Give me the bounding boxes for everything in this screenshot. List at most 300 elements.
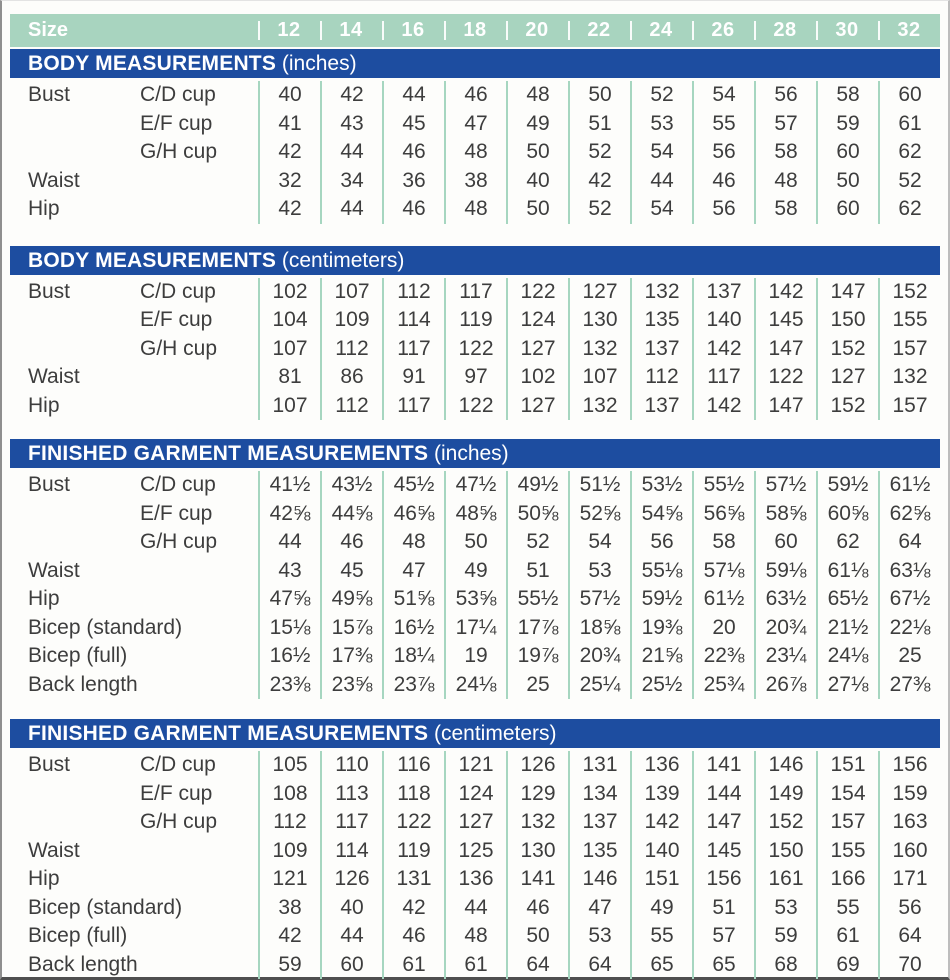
value-cell: 102 bbox=[506, 363, 568, 392]
value-cell: 22⅜ bbox=[692, 642, 754, 671]
section-title: BODY MEASUREMENTS bbox=[28, 52, 277, 75]
value-cell: 63½ bbox=[754, 585, 816, 614]
value-cell: 159 bbox=[878, 780, 940, 809]
table-row bbox=[10, 585, 940, 614]
value-cell: 127 bbox=[444, 808, 506, 837]
value-cell: 49 bbox=[630, 894, 692, 923]
value-cell: 50 bbox=[568, 81, 630, 110]
table-row bbox=[10, 167, 940, 196]
value-cell: 117 bbox=[382, 392, 444, 421]
value-cell: 150 bbox=[754, 837, 816, 866]
table-row bbox=[10, 392, 940, 421]
row-label bbox=[10, 335, 140, 364]
value-cell: 57⅛ bbox=[692, 557, 754, 586]
value-cell: 137 bbox=[692, 278, 754, 307]
row-label bbox=[10, 780, 140, 809]
value-cell: 114 bbox=[382, 306, 444, 335]
value-cell: 42 bbox=[258, 138, 320, 167]
size-column-header: 14 bbox=[320, 14, 382, 47]
value-cell: 56 bbox=[630, 528, 692, 557]
value-cell: 137 bbox=[630, 335, 692, 364]
value-cell: 62⅝ bbox=[878, 500, 940, 529]
value-cell: 161 bbox=[754, 865, 816, 894]
table-sections bbox=[10, 49, 940, 979]
table-row bbox=[10, 614, 940, 643]
value-cell: 47 bbox=[568, 894, 630, 923]
value-cell: 54⅝ bbox=[630, 500, 692, 529]
value-cell: 55½ bbox=[692, 471, 754, 500]
value-cell: 44 bbox=[382, 81, 444, 110]
value-cell: 142 bbox=[630, 808, 692, 837]
value-cell: 55½ bbox=[506, 585, 568, 614]
value-cell: 166 bbox=[816, 865, 878, 894]
value-cell: 157 bbox=[816, 808, 878, 837]
table-row bbox=[10, 278, 940, 307]
value-cell: 145 bbox=[692, 837, 754, 866]
value-cell: 43 bbox=[258, 557, 320, 586]
row-label: Waist bbox=[28, 365, 80, 388]
value-cell: 44 bbox=[630, 167, 692, 196]
section-unit: (inches) bbox=[276, 52, 357, 75]
table-row bbox=[10, 865, 940, 894]
value-cell: 147 bbox=[816, 278, 878, 307]
value-cell: 58 bbox=[816, 81, 878, 110]
value-cell: 147 bbox=[692, 808, 754, 837]
value-cell: 40 bbox=[258, 81, 320, 110]
value-cell: 51 bbox=[506, 557, 568, 586]
value-cell: 44 bbox=[444, 894, 506, 923]
row-sublabel: E/F cup bbox=[140, 111, 213, 135]
value-cell: 112 bbox=[320, 335, 382, 364]
value-cell: 61½ bbox=[878, 471, 940, 500]
value-cell: 42 bbox=[258, 922, 320, 951]
value-cell: 34 bbox=[320, 167, 382, 196]
value-cell: 107 bbox=[568, 363, 630, 392]
value-cell: 51⅝ bbox=[382, 585, 444, 614]
table-row bbox=[10, 780, 940, 809]
row-sublabel: E/F cup bbox=[140, 501, 213, 525]
value-cell: 109 bbox=[320, 306, 382, 335]
value-cell: 131 bbox=[568, 751, 630, 780]
value-cell: 49⅝ bbox=[320, 585, 382, 614]
row-label: Bust bbox=[28, 83, 71, 106]
value-cell: 112 bbox=[382, 278, 444, 307]
value-cell: 64 bbox=[506, 951, 568, 980]
value-cell: 61 bbox=[382, 951, 444, 980]
value-cell: 116 bbox=[382, 751, 444, 780]
value-cell: 20¾ bbox=[568, 642, 630, 671]
value-cell: 23⅜ bbox=[258, 671, 320, 700]
value-cell: 24⅛ bbox=[816, 642, 878, 671]
value-cell: 50 bbox=[444, 528, 506, 557]
value-cell: 60 bbox=[320, 951, 382, 980]
value-cell: 160 bbox=[878, 837, 940, 866]
measurement-section bbox=[10, 439, 940, 699]
value-cell: 42 bbox=[320, 81, 382, 110]
size-column-header: 16 bbox=[382, 14, 444, 47]
value-cell: 61 bbox=[878, 110, 940, 139]
row-label: Hip bbox=[28, 867, 60, 890]
value-cell: 53 bbox=[630, 110, 692, 139]
row-label: Bicep (full) bbox=[28, 924, 128, 947]
value-cell: 54 bbox=[630, 138, 692, 167]
value-cell: 63⅛ bbox=[878, 557, 940, 586]
value-cell: 137 bbox=[568, 808, 630, 837]
value-cell: 60 bbox=[754, 528, 816, 557]
table-row bbox=[10, 81, 940, 110]
value-cell: 51½ bbox=[568, 471, 630, 500]
value-cell: 22⅛ bbox=[878, 614, 940, 643]
section-rows bbox=[10, 468, 940, 699]
value-cell: 55 bbox=[630, 922, 692, 951]
value-cell: 131 bbox=[382, 865, 444, 894]
value-cell: 64 bbox=[878, 528, 940, 557]
value-cell: 46 bbox=[382, 195, 444, 224]
value-cell: 45 bbox=[382, 110, 444, 139]
value-cell: 113 bbox=[320, 780, 382, 809]
value-cell: 151 bbox=[630, 865, 692, 894]
value-cell: 102 bbox=[258, 278, 320, 307]
value-cell: 21½ bbox=[816, 614, 878, 643]
row-label: Bust bbox=[28, 279, 71, 303]
value-cell: 104 bbox=[258, 306, 320, 335]
row-sublabel: C/D cup bbox=[140, 753, 216, 776]
section-header-bar bbox=[10, 439, 940, 468]
value-cell: 62 bbox=[816, 528, 878, 557]
value-cell: 57½ bbox=[568, 585, 630, 614]
value-cell: 52 bbox=[568, 195, 630, 224]
value-cell: 53 bbox=[568, 557, 630, 586]
value-cell: 18⅝ bbox=[568, 614, 630, 643]
value-cell: 140 bbox=[630, 837, 692, 866]
value-cell: 17¼ bbox=[444, 614, 506, 643]
value-cell: 132 bbox=[568, 392, 630, 421]
value-cell: 50 bbox=[506, 138, 568, 167]
value-cell: 25 bbox=[878, 642, 940, 671]
value-cell: 140 bbox=[692, 306, 754, 335]
value-cell: 119 bbox=[382, 837, 444, 866]
value-cell: 49½ bbox=[506, 471, 568, 500]
value-cell: 108 bbox=[258, 780, 320, 809]
value-cell: 60 bbox=[816, 138, 878, 167]
value-cell: 26⅞ bbox=[754, 671, 816, 700]
value-cell: 152 bbox=[816, 392, 878, 421]
value-cell: 134 bbox=[568, 780, 630, 809]
value-cell: 52⅝ bbox=[568, 500, 630, 529]
value-cell: 44 bbox=[320, 195, 382, 224]
row-label bbox=[10, 808, 140, 837]
value-cell: 32 bbox=[258, 167, 320, 196]
value-cell: 23⅝ bbox=[320, 671, 382, 700]
value-cell: 124 bbox=[506, 306, 568, 335]
value-cell: 132 bbox=[630, 278, 692, 307]
value-cell: 52 bbox=[568, 138, 630, 167]
row-label bbox=[10, 500, 140, 529]
value-cell: 62 bbox=[878, 195, 940, 224]
value-cell: 57 bbox=[754, 110, 816, 139]
table-row bbox=[10, 195, 940, 224]
value-cell: 122 bbox=[444, 392, 506, 421]
value-cell: 46 bbox=[382, 922, 444, 951]
value-cell: 56 bbox=[754, 81, 816, 110]
value-cell: 40 bbox=[320, 894, 382, 923]
value-cell: 27⅛ bbox=[816, 671, 878, 700]
value-cell: 19⅜ bbox=[630, 614, 692, 643]
value-cell: 65 bbox=[692, 951, 754, 980]
section-header-bar bbox=[10, 719, 940, 748]
row-label bbox=[10, 110, 140, 139]
size-header-label: Size bbox=[28, 19, 69, 41]
value-cell: 52 bbox=[630, 81, 692, 110]
row-label: Bust bbox=[28, 753, 71, 776]
value-cell: 61 bbox=[444, 951, 506, 980]
table-row bbox=[10, 335, 940, 364]
table-row bbox=[10, 500, 940, 529]
value-cell: 81 bbox=[258, 363, 320, 392]
size-column-header: 18 bbox=[444, 14, 506, 47]
size-header bbox=[10, 14, 940, 47]
value-cell: 130 bbox=[506, 837, 568, 866]
value-cell: 132 bbox=[506, 808, 568, 837]
value-cell: 127 bbox=[568, 278, 630, 307]
row-sublabel: G/H cup bbox=[140, 810, 218, 833]
value-cell: 50⅝ bbox=[506, 500, 568, 529]
value-cell: 58⅝ bbox=[754, 500, 816, 529]
value-cell: 147 bbox=[754, 335, 816, 364]
value-cell: 46 bbox=[692, 167, 754, 196]
section-title: BODY MEASUREMENTS bbox=[28, 248, 277, 272]
value-cell: 139 bbox=[630, 780, 692, 809]
value-cell: 55 bbox=[816, 894, 878, 923]
value-cell: 152 bbox=[816, 335, 878, 364]
value-cell: 157 bbox=[878, 392, 940, 421]
row-label: Back length bbox=[28, 672, 138, 696]
table-row bbox=[10, 922, 940, 951]
value-cell: 64 bbox=[878, 922, 940, 951]
value-cell: 91 bbox=[382, 363, 444, 392]
value-cell: 121 bbox=[444, 751, 506, 780]
value-cell: 48 bbox=[754, 167, 816, 196]
row-label bbox=[10, 138, 140, 167]
value-cell: 58 bbox=[754, 138, 816, 167]
value-cell: 54 bbox=[630, 195, 692, 224]
value-cell: 46 bbox=[320, 528, 382, 557]
value-cell: 25 bbox=[506, 671, 568, 700]
value-cell: 150 bbox=[816, 306, 878, 335]
row-label: Bicep (standard) bbox=[28, 895, 183, 919]
value-cell: 56 bbox=[692, 138, 754, 167]
value-cell: 64 bbox=[568, 951, 630, 980]
value-cell: 142 bbox=[754, 278, 816, 307]
value-cell: 40 bbox=[506, 167, 568, 196]
value-cell: 132 bbox=[878, 363, 940, 392]
value-cell: 171 bbox=[878, 865, 940, 894]
value-cell: 112 bbox=[320, 392, 382, 421]
table-row bbox=[10, 671, 940, 700]
value-cell: 127 bbox=[506, 335, 568, 364]
value-cell: 146 bbox=[568, 865, 630, 894]
row-label: Bicep (full) bbox=[28, 644, 128, 667]
value-cell: 15⅞ bbox=[320, 614, 382, 643]
row-label: Waist bbox=[28, 168, 80, 192]
value-cell: 117 bbox=[382, 335, 444, 364]
size-column-header: 12 bbox=[258, 14, 320, 47]
value-cell: 147 bbox=[754, 392, 816, 421]
table-row bbox=[10, 808, 940, 837]
value-cell: 107 bbox=[258, 335, 320, 364]
section-title: FINISHED GARMENT MEASUREMENTS bbox=[28, 722, 429, 745]
value-cell: 65 bbox=[630, 951, 692, 980]
value-cell: 107 bbox=[258, 392, 320, 421]
value-cell: 135 bbox=[630, 306, 692, 335]
value-cell: 60 bbox=[878, 81, 940, 110]
value-cell: 53 bbox=[568, 922, 630, 951]
table-row bbox=[10, 363, 940, 392]
value-cell: 62 bbox=[878, 138, 940, 167]
section-title: FINISHED GARMENT MEASUREMENTS bbox=[28, 442, 429, 465]
value-cell: 46 bbox=[382, 138, 444, 167]
value-cell: 114 bbox=[320, 837, 382, 866]
value-cell: 20 bbox=[692, 614, 754, 643]
value-cell: 43 bbox=[320, 110, 382, 139]
value-cell: 86 bbox=[320, 363, 382, 392]
value-cell: 61 bbox=[816, 922, 878, 951]
section-unit: (centimeters) bbox=[428, 722, 557, 745]
value-cell: 110 bbox=[320, 751, 382, 780]
section-rows bbox=[10, 78, 940, 224]
table-row bbox=[10, 894, 940, 923]
value-cell: 48 bbox=[444, 195, 506, 224]
value-cell: 126 bbox=[506, 751, 568, 780]
value-cell: 46 bbox=[506, 894, 568, 923]
size-column-header: 24 bbox=[630, 14, 692, 47]
value-cell: 56 bbox=[878, 894, 940, 923]
value-cell: 151 bbox=[816, 751, 878, 780]
size-column-header: 32 bbox=[878, 14, 940, 47]
size-chart-page bbox=[2, 1, 948, 979]
value-cell: 69 bbox=[816, 951, 878, 980]
value-cell: 49 bbox=[506, 110, 568, 139]
measurement-section bbox=[10, 246, 940, 421]
value-cell: 17⅞ bbox=[506, 614, 568, 643]
value-cell: 141 bbox=[506, 865, 568, 894]
value-cell: 42⅝ bbox=[258, 500, 320, 529]
section-rows bbox=[10, 748, 940, 979]
value-cell: 23¼ bbox=[754, 642, 816, 671]
value-cell: 142 bbox=[692, 335, 754, 364]
table-row bbox=[10, 138, 940, 167]
value-cell: 41½ bbox=[258, 471, 320, 500]
table-row bbox=[10, 751, 940, 780]
value-cell: 15⅛ bbox=[258, 614, 320, 643]
value-cell: 16½ bbox=[258, 642, 320, 671]
value-cell: 59 bbox=[816, 110, 878, 139]
value-cell: 44⅝ bbox=[320, 500, 382, 529]
value-cell: 48 bbox=[444, 922, 506, 951]
row-sublabel: C/D cup bbox=[140, 473, 216, 496]
value-cell: 117 bbox=[320, 808, 382, 837]
value-cell: 122 bbox=[754, 363, 816, 392]
size-column-header: 26 bbox=[692, 14, 754, 47]
table-row bbox=[10, 471, 940, 500]
value-cell: 59½ bbox=[630, 585, 692, 614]
value-cell: 49 bbox=[444, 557, 506, 586]
value-cell: 53⅝ bbox=[444, 585, 506, 614]
value-cell: 59½ bbox=[816, 471, 878, 500]
value-cell: 107 bbox=[320, 278, 382, 307]
value-cell: 25¾ bbox=[692, 671, 754, 700]
table-row bbox=[10, 306, 940, 335]
value-cell: 117 bbox=[692, 363, 754, 392]
value-cell: 58 bbox=[754, 195, 816, 224]
value-cell: 48⅝ bbox=[444, 500, 506, 529]
row-label: Waist bbox=[28, 838, 80, 862]
value-cell: 45½ bbox=[382, 471, 444, 500]
value-cell: 136 bbox=[444, 865, 506, 894]
value-cell: 145 bbox=[754, 306, 816, 335]
value-cell: 156 bbox=[878, 751, 940, 780]
value-cell: 41 bbox=[258, 110, 320, 139]
section-unit: (inches) bbox=[428, 442, 509, 465]
size-column-header: 20 bbox=[506, 14, 568, 47]
value-cell: 152 bbox=[878, 278, 940, 307]
value-cell: 42 bbox=[382, 894, 444, 923]
value-cell: 60⅝ bbox=[816, 500, 878, 529]
value-cell: 124 bbox=[444, 780, 506, 809]
row-sublabel: G/H cup bbox=[140, 140, 218, 163]
section-rows bbox=[10, 275, 940, 421]
table-row bbox=[10, 837, 940, 866]
value-cell: 23⅞ bbox=[382, 671, 444, 700]
section-header-bar bbox=[10, 49, 940, 78]
value-cell: 48 bbox=[382, 528, 444, 557]
value-cell: 50 bbox=[506, 922, 568, 951]
value-cell: 126 bbox=[320, 865, 382, 894]
value-cell: 119 bbox=[444, 306, 506, 335]
section-header-bar bbox=[10, 246, 940, 275]
value-cell: 36 bbox=[382, 167, 444, 196]
value-cell: 57 bbox=[692, 922, 754, 951]
value-cell: 67½ bbox=[878, 585, 940, 614]
value-cell: 157 bbox=[878, 335, 940, 364]
value-cell: 27⅜ bbox=[878, 671, 940, 700]
value-cell: 59⅛ bbox=[754, 557, 816, 586]
value-cell: 127 bbox=[816, 363, 878, 392]
measurement-section bbox=[10, 49, 940, 224]
value-cell: 47⅝ bbox=[258, 585, 320, 614]
table-row bbox=[10, 557, 940, 586]
value-cell: 125 bbox=[444, 837, 506, 866]
value-cell: 47 bbox=[382, 557, 444, 586]
value-cell: 112 bbox=[630, 363, 692, 392]
value-cell: 61½ bbox=[692, 585, 754, 614]
value-cell: 57½ bbox=[754, 471, 816, 500]
value-cell: 112 bbox=[258, 808, 320, 837]
value-cell: 132 bbox=[568, 335, 630, 364]
value-cell: 122 bbox=[444, 335, 506, 364]
value-cell: 18¼ bbox=[382, 642, 444, 671]
value-cell: 44 bbox=[320, 138, 382, 167]
value-cell: 127 bbox=[506, 392, 568, 421]
value-cell: 38 bbox=[444, 167, 506, 196]
row-sublabel: E/F cup bbox=[140, 781, 213, 805]
value-cell: 50 bbox=[506, 195, 568, 224]
row-label: Hip bbox=[28, 587, 60, 610]
measurement-section bbox=[10, 719, 940, 979]
value-cell: 70 bbox=[878, 951, 940, 980]
value-cell: 19⅞ bbox=[506, 642, 568, 671]
value-cell: 122 bbox=[506, 278, 568, 307]
